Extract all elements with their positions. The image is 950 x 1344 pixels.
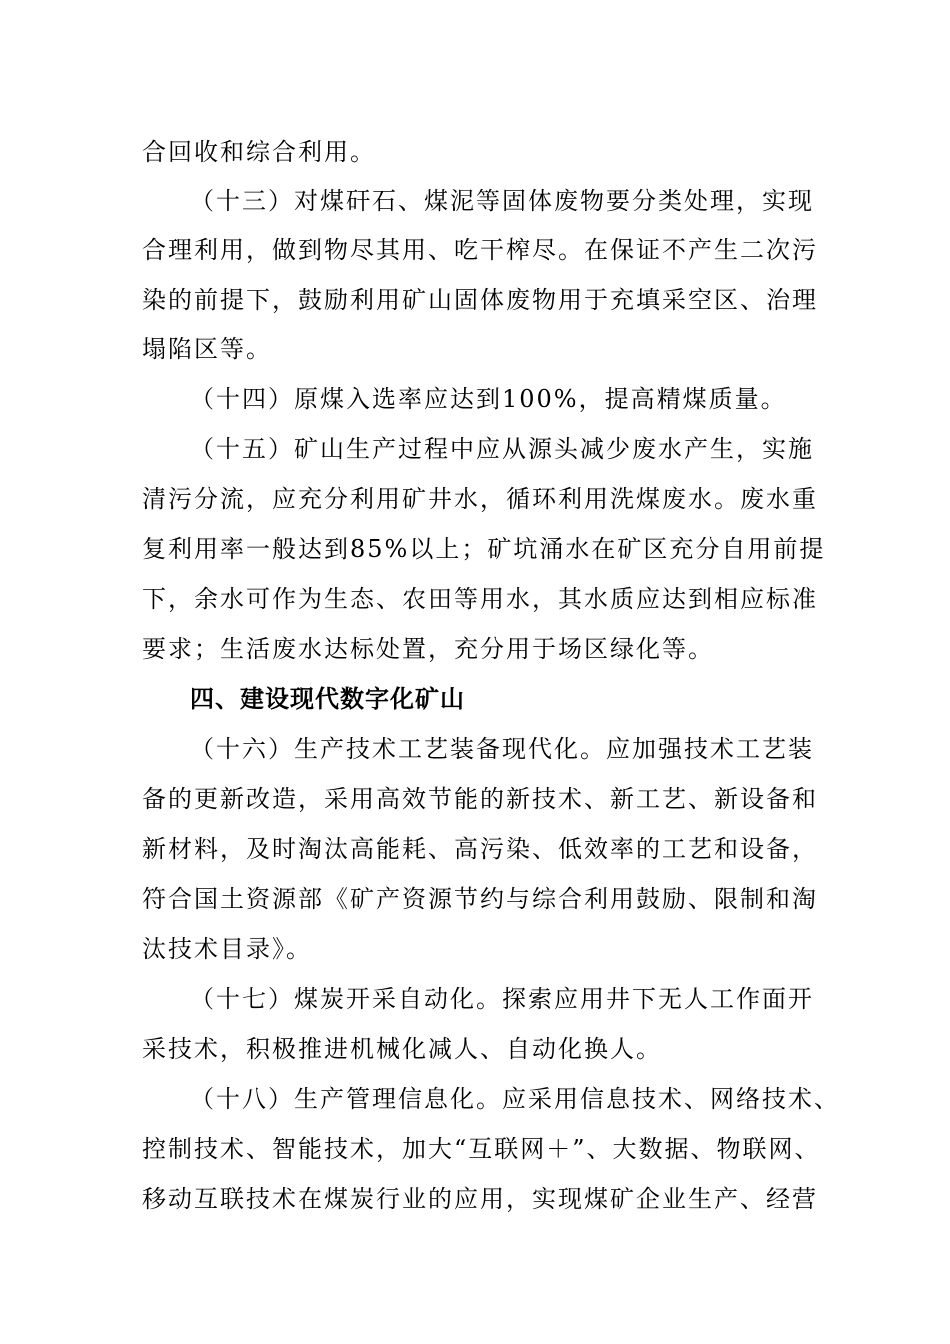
text-line: 新材料，及时淘汰高能耗、高污染、低效率的工艺和设备，	[142, 835, 818, 863]
text-line: 符合国土资源部《矿产资源节约与综合利用鼓励、限制和淘	[142, 885, 818, 913]
paragraph-14-line: （十四）原煤入选率应达到100%，提高精煤质量。	[190, 385, 787, 413]
text-line: 备的更新改造，采用高效节能的新技术、新工艺、新设备和	[142, 785, 818, 813]
section-heading: 四、建设现代数字化矿山	[190, 685, 465, 713]
paragraph-17-line: （十七）煤炭开采自动化。探索应用井下无人工作面开	[190, 985, 814, 1013]
text-line: 移动互联技术在煤炭行业的应用，实现煤矿企业生产、经营	[142, 1185, 818, 1213]
text-line: 塌陷区等。	[142, 335, 272, 363]
text-line: 染的前提下，鼓励利用矿山固体废物用于充填采空区、治理	[142, 286, 818, 314]
paragraph-16-line: （十六）生产技术工艺装备现代化。应加强技术工艺装	[190, 735, 814, 763]
text-line: 合理利用，做到物尽其用、吃干榨尽。在保证不产生二次污	[142, 236, 818, 264]
text-line: 采技术，积极推进机械化减人、自动化换人。	[142, 1035, 662, 1063]
text-line: 要求；生活废水达标处置，充分用于场区绿化等。	[142, 635, 714, 663]
paragraph-13-line: （十三）对煤矸石、煤泥等固体废物要分类处理，实现	[190, 187, 814, 215]
paragraph-15-line: （十五）矿山生产过程中应从源头减少废水产生，实施	[190, 435, 814, 463]
text-line: 合回收和综合利用。	[142, 138, 376, 166]
text-line: 复利用率一般达到85%以上；矿坑涌水在矿区充分自用前提	[142, 535, 826, 563]
text-line: 控制技术、智能技术，加大“互联网＋”、大数据、物联网、	[142, 1135, 821, 1163]
text-line: 下，余水可作为生态、农田等用水，其水质应达到相应标准	[142, 585, 818, 613]
paragraph-18-line: （十八）生产管理信息化。应采用信息技术、网络技术、	[190, 1085, 840, 1113]
text-line: 清污分流，应充分利用矿井水，循环利用洗煤废水。废水重	[142, 485, 818, 513]
text-line: 汰技术目录》。	[142, 935, 312, 963]
